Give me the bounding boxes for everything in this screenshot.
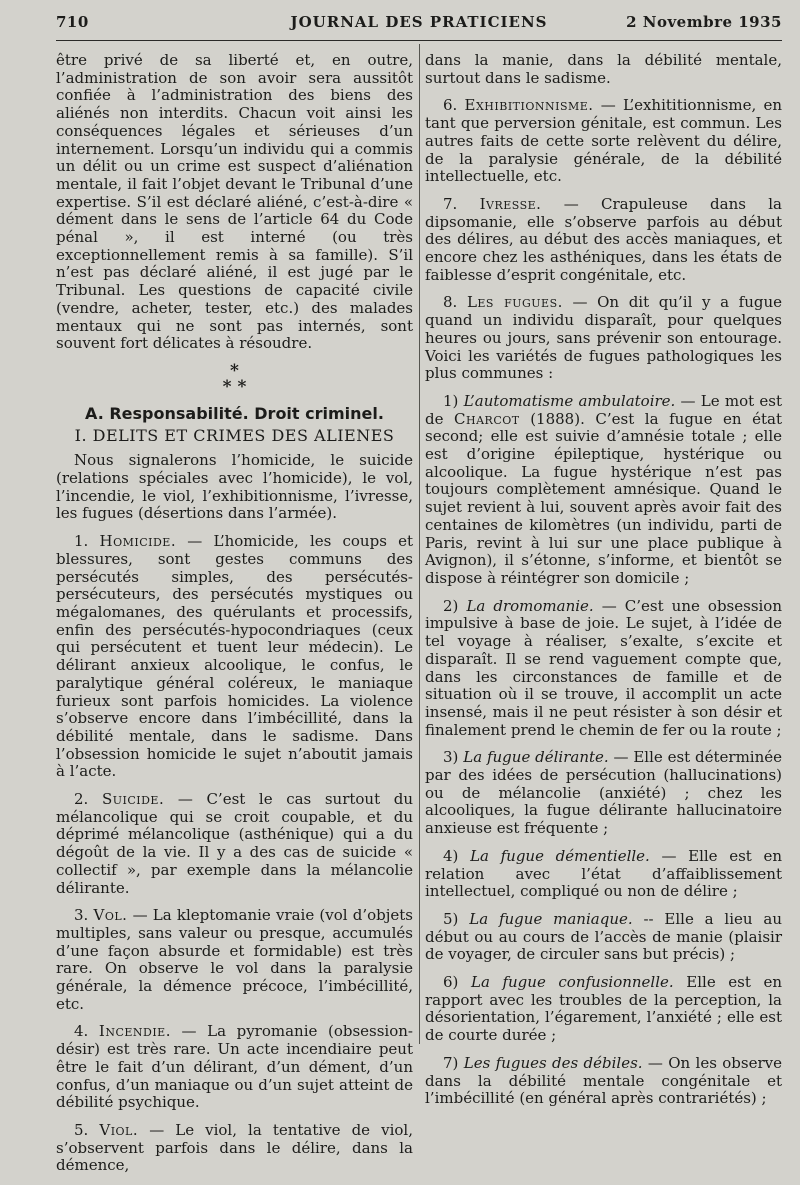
item-incendie: [56, 1023, 413, 1112]
fugue-dromomanie: [425, 598, 782, 740]
item-number: 5.: [74, 1120, 100, 1139]
section-heading-a: A. Responsabilité. Droit criminel.: [85, 403, 384, 423]
fugue-title: La fugue démentielle.: [470, 846, 650, 865]
fugue-text: Elle est en rapport avec les troubles de la perception, la désorientation, l’égarement, l’anxiété ; elle est de courte durée ;: [425, 973, 782, 1045]
right-column: [425, 52, 782, 1118]
section-separator: [56, 360, 413, 397]
item-homicide: [56, 533, 413, 781]
fugue-maniaque: [425, 911, 782, 964]
fugue-number: 6): [443, 973, 471, 992]
left-column: [56, 52, 413, 1185]
item-text: — Le viol, la tentative de viol, s’observent parfois dans le délire, dans la démence,: [56, 1120, 413, 1175]
section-heading-i: I. DELITS ET CRIMES DES ALIENES: [74, 425, 395, 445]
fugue-number: 1): [443, 391, 464, 410]
item-text: — Crapuleuse dans la dipsomanie, elle s’observe parfois au début des délires, au début des accès maniaques, et encore chez les asthéniques, dans les états de faiblesse d’esprit congénitale, etc.: [425, 194, 782, 284]
author-name: Charcot: [454, 409, 520, 428]
fugue-title: La fugue délirante.: [463, 748, 609, 767]
item-number: 4.: [74, 1022, 99, 1041]
asterism-top: *: [230, 360, 239, 381]
fugue-text: — Elle est déterminée par des idées de persécution (hallucinations) ou de mélancolie (anxiété) ; chez les alcooliques, la fugue délirante hallucinatoire anxieuse est fréquente ;: [425, 748, 782, 838]
item-number: 2.: [74, 790, 102, 809]
item-title: Suicide.: [101, 790, 165, 809]
fugue-number: 5): [443, 909, 470, 928]
fugue-text: — On les observe dans la débilité mentale congénitale et l’imbécillité (en général après contrariétés) ;: [425, 1053, 782, 1108]
fugue-dementielle: [425, 848, 782, 901]
item-title: Vol.: [93, 906, 128, 925]
item-title: Les fugues.: [466, 293, 563, 312]
fugue-title: La dromomanie.: [466, 596, 594, 615]
asterism-bottom: * *: [222, 376, 247, 397]
item-text: — L’homicide, les coups et blessures, sont gestes communs des persécutés simples, des persécutés-persécuteurs, des persécutés mystiques ou mégalomanes, des quérulants et processifs, enfin des persécutés-hypocondriaques (ceux qui persécutent et tuent leur médecin). Le délirant anxieux alcoolique, le confus, le paralytique général coléreux, le maniaque furieux sont parfois homicides. La violence s’observe encore dans l’imbécillité, dans la débilité mentale, dans le sadisme. Dans l’obsession homicide le sujet n’aboutit jamais à l’acte.: [56, 532, 413, 781]
item-suicide: [56, 791, 413, 897]
journal-title: JOURNAL DES PRATICIENS: [290, 13, 548, 31]
fugue-title: La fugue maniaque.: [469, 909, 633, 928]
fugue-delirante: [425, 749, 782, 838]
item-text: — La pyromanie (obsession-désir) est très rare. Un acte incendiaire peut être le fait d’un délirant, d’un dément, d’un confus, d’un maniaque ou d’un sujet atteint de débilité psychique.: [56, 1022, 413, 1112]
fugue-text: — Le mot est de: [425, 391, 782, 428]
continued-paragraph: dans la manie, dans la débilité mentale, surtout dans le sadisme.: [425, 51, 782, 87]
header-rule: [56, 40, 782, 41]
fugue-title: Les fugues des débiles.: [463, 1053, 643, 1072]
fugue-text: (1888). C’est la fugue en état second; elle est suivie d’amnésie totale ; elle est d’origine épileptique, hystérique ou alcoolique. La fugue hystérique n’est pas toujours complètement amnésique. Quand le sujet revient à lui, souvent après avoir fait des centaines de kilomètres (un individu, parti de Paris, revint à lui sur une place publique à Avignon), il s’étonne, s’informe, et bientôt se dispose à réintégrer son domicile ;: [425, 409, 783, 587]
fugue-title: L’automatisme ambulatoire.: [463, 391, 676, 410]
fugue-text: — Elle est en relation avec l’état d’affaiblissement intellectuel, compliqué ou non de délire ;: [425, 846, 782, 901]
fugue-title: La fugue confusionnelle.: [470, 973, 674, 992]
item-title: Homicide.: [99, 532, 177, 551]
fugue-confusionnelle: [425, 974, 782, 1045]
fugue-automatisme: [425, 393, 782, 588]
item-title: Incendie.: [98, 1022, 171, 1041]
item-title: Ivresse.: [479, 194, 542, 213]
fugue-number: 2): [443, 596, 467, 615]
item-exhibitionnisme: [425, 97, 782, 186]
fugue-text: — C’est une obsession impulsive à base de joie. Le sujet, à l’idée de tel voyage à réaliser, s’exalte, s’excite et disparaît. Il se rend vaguement compte que, dans les circonstances de famille et de situation où il se trouve, il accomplit un acte insensé, mais il ne peut résister à son désir et finalement prend le chemin de fer ou la route ;: [425, 596, 783, 739]
item-text: — L’exhititionnisme, en tant que perversion génitale, est commun. Les autres faits de cette sorte relèvent du délire, de la paralysie générale, de la débilité intellectuelle, etc.: [425, 96, 782, 186]
item-title: Viol.: [99, 1120, 139, 1139]
page-number: 710: [56, 13, 89, 31]
item-text: — On dit qu’il y a fugue quand un individu disparaît, pour quelques heures ou jours, sans prévenir son entourage. Voici les variétés de fugues pathologiques les plus communes :: [425, 293, 783, 383]
fugue-debiles: [425, 1055, 782, 1108]
item-text: — La kleptomanie vraie (vol d’objets multiples, sans valeur ou presque, accumulés d’une façon absurde et formidable) est très rare. On observe le vol dans la paralysie générale, la démence précoce, l’imbécillité, etc.: [56, 906, 413, 1013]
item-number: 6.: [443, 96, 465, 115]
item-number: 3.: [74, 906, 94, 925]
issue-date: 2 Novembre 1935: [626, 13, 782, 31]
item-fugues: [425, 294, 782, 383]
list-paragraph: Nous signalerons l’homicide, le suicide (relations spéciales avec l’homicide), le vol, l’incendie, le viol, l’exhibitionnisme, l’ivresse, les fugues (désertions dans l’armée).: [56, 451, 413, 523]
fugue-number: 4): [443, 846, 471, 865]
item-text: — C’est le cas surtout du mélancolique qui se croit coupable, et du déprimé mélancolique (asthénique) qui a du dégoût de la vie. Il y a des cas de suicide « collectif », par exemple dans la mélancolie délirante.: [56, 790, 413, 897]
item-number: 1.: [74, 532, 100, 551]
running-header: [56, 13, 782, 37]
fugue-number: 7): [443, 1053, 464, 1072]
item-title: Exhibitionnisme.: [464, 96, 594, 115]
item-number: 7.: [443, 194, 480, 213]
item-number: 8.: [443, 293, 467, 312]
column-divider: [419, 44, 420, 1044]
item-vol: [56, 907, 413, 1013]
fugue-text: -- Elle a lieu au début ou au cours de l’accès de manie (plaisir de voyager, de circuler sans but précis) ;: [425, 909, 782, 964]
intro-paragraph: être privé de sa liberté et, en outre, l’administration de son avoir sera aussitôt confiée à l’administration des biens des aliénés non interdits. Chacun voit ainsi les conséquences légales et sérieuses d’un internement. Lorsqu’un individu qui a commis un délit ou un crime est suspect d’aliénation mentale, il fait l’objet devant le Tribunal d’une expertise. S’il est déclaré aliéné, c’est-à-dire « dément dans le sens de l’article 64 du Code pénal », il est interné (ou très exceptionnellement remis à sa famille). S’il n’est pas déclaré aliéné, il est jugé par le Tribunal. Les questions de capacité civile (vendre, acheter, tester, etc.) des malades mentaux qui ne sont pas internés, sont souvent fort délicates à résoudre.: [56, 51, 413, 353]
item-viol: [56, 1122, 413, 1175]
fugue-number: 3): [443, 748, 464, 767]
item-ivresse: [425, 196, 782, 285]
